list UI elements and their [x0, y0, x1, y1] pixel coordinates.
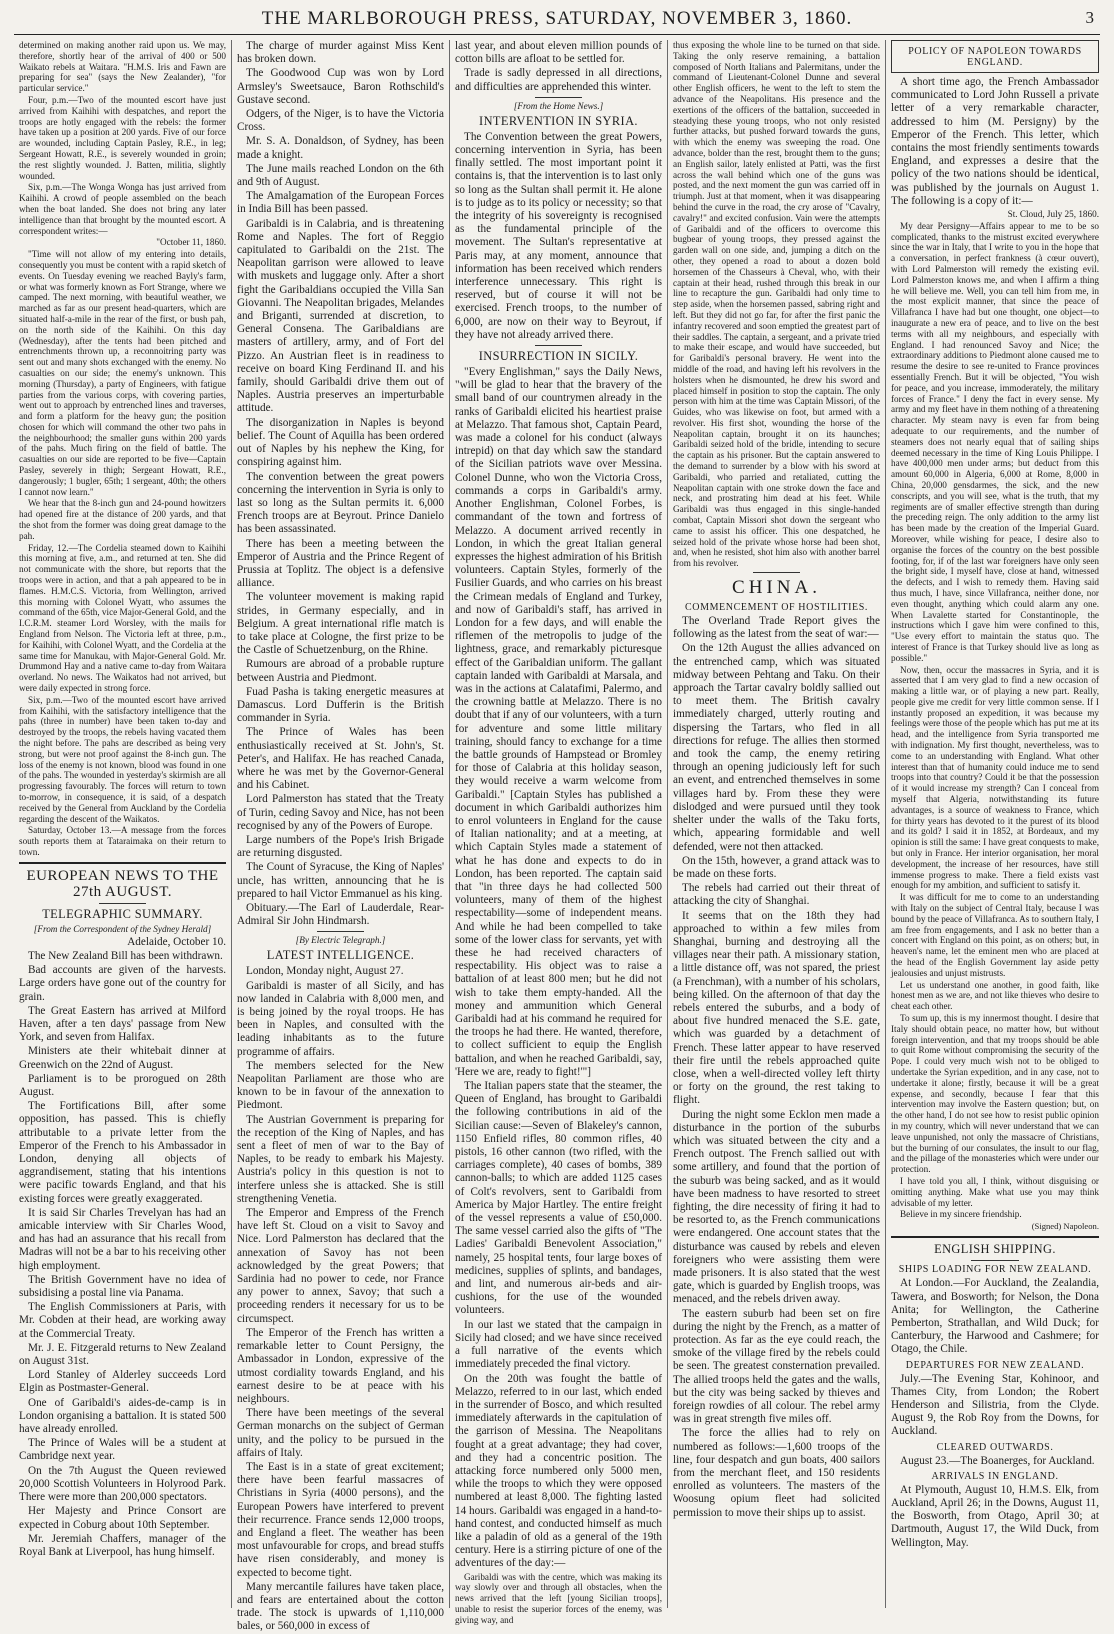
article-paragraph: "Every Englishman," says the Daily News, "will be glad to hear that the bravery of the small band of our countrymen already in the ranks of Garibaldi elicited his heartiest praise at Melazzo. That famous shot, Captain Peard, was made a colonel for his conduct (always intrepid) on that day which saw the standard of the Sicilian patriots wave over Messina. Colonel Dunne, who won the Victoria Cross, commands a corps in Garibaldi's army. Another Englishman, Colonel Forbes, is commandant of the town and fortress of Melazzo. A document arrived recently in London, in which the great Italian general expresses the highest admiration of his British volunteers. Captain Styles, formerly of the Fusilier Guards, and who carries on his breast the Crimean medals of England and Turkey, and now of Garibaldi's staff, has arrived in London for a few days, and will enable the riflemen of the metropolis to judge of the lightness, grace, and remarkably picturesque effect of the Garibaldian uniform. The gallant captain landed with Garibaldi at Marsala, and was in the actions at Calatafimi, Palermo, and the crowning battle at Melazzo. There is no doubt that if any of our volunteers, with a turn for adventure and some little military training, should fancy to exchange for a time the battle grounds of Hampstead or Bromley for those of Calabria at this holiday season, they would receive a warm welcome from Garibaldi." [Captain Styles has published a document in which Garibaldi authorizes him to enrol volunteers in England for the cause of Italian nationality; and at a meeting, at which Captain Styles made a statement of what he has done and expects to do in London, has been reported. The captain said that "in three days he had collected 500 volunteers, many of them of the highest respectability—some of independent means. And while he had been compelled to take some of the lower class for servants, yet with these he had received characters of respectability. His object was to raise a battalion of at least 800 men; but he did not wish to take them empty-handed. All the money and ammunition which General Garibaldi had at his command he required for the troops he had there. He wanted, therefore, to collect sufficient to equip the English battalion, and when he reached Garibaldi, say, 'Here we are, ready to fight!'"]: [455, 366, 662, 1078]
news-item: Mr. Jeremiah Chaffers, manager of the Royal Bank at Liverpool, has hung himself.: [19, 1532, 226, 1558]
news-item: The volunteer movement is making rapid strides, in Germany especially, and in Belgium. A great international rifle match is to take place at Cologne, the first prize to be the Castle of Schuetzenburg, on the Rhine.: [237, 591, 444, 657]
section-divider: [891, 1236, 1099, 1238]
dateline: St. Cloud, July 25, 1860.: [1007, 209, 1099, 220]
news-item: The convention between the great powers concerning the intervention in Syria is only to last so long as the Sultan permits it. 6,000 French troops are at Beyrout. Prince Danielo has been assassinated.: [237, 470, 444, 536]
heading-box: [891, 40, 1099, 73]
section-heading: LATEST INTELLIGENCE.: [266, 948, 415, 963]
divider: [753, 572, 800, 573]
letter-paragraph: Now, then, occur the massacres in Syria, and it is asserted that I am very glad to find a new occasion of making a little war, or of playing a new part. Really, people give me credit for very little common sense. If I instantly proposed an expedition, it was because my feelings were those of the people which has put me at its head, and the intelligence from Syria transported me with indignation. My first thought, nevertheless, was to come to an understanding with England. What other interest than that of humanity could induce me to send troops into that country? Could it be that the possession of it would increase my strength? Can I conceal from myself that Algeria, notwithstanding its future advantages, is a source of weakness to France, which for thirty years has devoted to it the purest of its blood and its gold? I said it in 1852, at Bordeaux, and my opinion is still the same: I have great conquests to make, but only in France. Her interior organisation, her moral development, the increase of her resources, have still immense progress to make. There a field exists vast enough for my ambition, and sufficient to satisfy it.: [891, 664, 1099, 891]
letter-closing: Believe in my sincere friendship.: [900, 1209, 1022, 1220]
section-heading: POLICY OF NAPOLEON TOWARDS ENGLAND.: [908, 46, 1082, 68]
news-item: Parliament is to be prorogued on 28th August.: [19, 1072, 226, 1098]
news-item: There has been a meeting between the Emperor of Austria and the Prince Regent of Prussia at Toplitz. The object is a defensive alliance.: [237, 537, 444, 590]
news-item: The Goodwood Cup was won by Lord Armsley's Sweetsauce, Baron Rothschild's Gustave second.: [237, 67, 444, 106]
news-item: Fuad Pasha is taking energetic measures at Damascus. Lord Dufferin is the British commander in Syria.: [237, 685, 444, 725]
article-paragraph: It seems that on the 18th they had approached to within a few miles from Shanghai, burning and destroying all the villages near their path. A missionary station, a little distance off, was not spared, the priest (a Frenchman), with a number of his scholars, being killed. On the afternoon of that day the rebels entered the suburbs, and a body of about five hundred menaced the S.E. gate, which was guarded by a detachment of French. These latter appear to have reserved their fire until the rebels approached quite close, when a well-directed volley left thirty or forty on the ground, the rest taking to flight.: [673, 909, 880, 1107]
article-paragraph: "Time will not allow of my entering into details, consequently you must be content with a rapid sketch of events. On Tuesday evening we reached Bayly's farm, or what was formerly known as Fort Strange, where we camped. The next morning, with beautiful weather, we marched as far as our present head-quarters, which are situated half-a-mile in the rear of the first, or bush pah, on the north side of the Kaihihi. On this day (Wednesday), after the tents had been pitched and entrenchments thrown up, a reconnoitring party was sent out and many shots exchanged with the enemy. No casualties on our side; the enemy's unknown. This morning (Thursday), a party of Engineers, with fatigue parties from the various corps, with covering parties, went out to approach by entrenched lines and traverses, and form a platform for the heavy gun; the position chosen for which will command the other two pahs in the neighbourhood; the smaller guns within 200 yards of the pahs. Much firing on the field of battle. The casualties on our side are reported to be five—Captain Pasley, severely in thigh; Sergeant Howatt, R.E., dangerously; 1 bugler, 65th; 1 sergeant, 40th; the others I cannot now learn.": [19, 249, 226, 497]
news-item: Rumours are abroad of a probable rupture between Austria and Piedmont.: [237, 658, 444, 684]
article-paragraph: On the 12th August the allies advanced on the entrenched camp, which was situated midway between Pehtang and Taku. On their approach the Tartar cavalry boldly sallied out to meet them. The British cavalry immediately charged, utterly routing and dispersing the Tartars, who fled in all directions for refuge. The allies then stormed and took the camp, the enemy retiring through an opening judiciously left for such an event, and entrenched themselves in some villages hard by. From these they were dislodged and were pursued until they took shelter under the walls of the Taku forts, which, appearing formidable and well defended, were not then attacked.: [673, 642, 880, 853]
news-item: The Count of Syracuse, the King of Naples' uncle, has written, announcing that he is prepared to hail Victor Emmanuel as his king.: [237, 861, 444, 900]
subsection-heading: TELEGRAPHIC SUMMARY.: [42, 906, 203, 921]
news-item: Lord Palmerston has stated that the Treaty of Turin, ceding Savoy and Nice, has not been recognised by any of the Powers of Europe.: [237, 793, 444, 832]
section-heading: INTERVENTION IN SYRIA.: [479, 113, 638, 128]
source-credit: [By Electric Telegraph.]: [295, 935, 386, 946]
news-item: The New Zealand Bill has been withdrawn.: [28, 949, 223, 962]
divider: [971, 1260, 1019, 1261]
news-item: It is said Sir Charles Trevelyan has had an amicable interview with Sir Charles Wood, and has had an assurance that his recall from Madras will not be a bar to his receiving other high employment.: [19, 1206, 226, 1272]
article-paragraph: On the 20th was fought the battle of Melazzo, referred to in our last, which ended in the surrender of Bosco, and which resulted immediately afterwards in the capitulation of the garrison of Messina. The Neapolitans fought at a great advantage; they had cover, and they had a concentric position. The attacking force numbered only 5000 men, while the troops to which they were opposed numbered at least 8,000. The fighting lasted 14 hours. Garibaldi was engaged in a hand-to-hand contest, and conducted himself as much like a paladin of old as a general of the 19th century. Here is a stirring picture of one of the adventures of the day:—: [455, 1372, 662, 1570]
article-paragraph: On the 15th, however, a grand attack was to be made on these forts.: [673, 854, 880, 880]
article-paragraph: We hear that the 8-inch gun and 24-pound howitzers had opened fire at the distance of 200 yards, and that the shot from the former was doing great damage to the pah.: [19, 498, 226, 541]
dateline: "October 11, 1860.: [156, 237, 226, 248]
article-paragraph: During the night some Ecklon men made a disturbance in the portion of the suburbs which was situated between the city and a French outpost. The French sallied out with some artillery, and found that the portion of the suburb was being sacked, and as it would have been madness to have resorted to street fighting, the dire necessity of firing it had to be resorted to, as the French communications were endangered. One account states that the disturbance was caused by rebels and eleven foreigners who were assisting them were made prisoners. It is also stated that the west gate, which is guarded by English troops, was menaced, and the rebels driven away.: [673, 1108, 880, 1306]
news-item: Ministers ate their whitebait dinner at Greenwich on the 22nd of August.: [19, 1045, 226, 1071]
shipping-item: At Plymouth, August 10, H.M.S. Elk, from Auckland, April 26; in the Downs, August 11, the Bosworth, from Otago, April 30; at Dartmouth, August 17, the Wild Duck, from Wellington, May.: [891, 1483, 1099, 1549]
news-item: The charge of murder against Miss Kent has broken down.: [237, 40, 444, 66]
news-item: The disorganization in Naples is beyond belief. The Count of Aquilla has been ordered out of Naples by his nephew the King, for conspiring against him.: [237, 416, 444, 469]
subsection-heading: SHIPS LOADING FOR NEW ZEALAND.: [898, 1264, 1092, 1276]
article-paragraph: determined on making another raid upon us. We may, therefore, shortly hear of the arrival of 400 or 500 Waikato rebels at Waitara. "H.M.S. Iris and Fawn are preparing for sea" (says the New Zealander), "for particular service.": [19, 40, 226, 94]
article-paragraph: In our last we stated that the campaign in Sicily had closed; and we have since received a full narrative of the events which immediately preceded the final victory.: [455, 1318, 662, 1371]
news-item: The Prince of Wales will be a student at Cambridge next year.: [19, 1437, 226, 1463]
article-paragraph: The Overland Trade Report gives the following as the latest from the seat of war:—: [673, 615, 880, 641]
subsection-heading: COMMENCEMENT OF HOSTILITIES.: [684, 602, 868, 614]
article-paragraph: thus exposing the whole line to be turned on that side. Taking the only reserve remaining, a battalion composed of North Italians and Palermitans, under the command of Lieutenant-Colonel Dunne and several other English officers, he went to the left to stem the advance of the Neapolitans. His presence and the exertions of the officers of the battalion, succeeded in steadying these young troops, who not only resisted further attacks, but pushed forward towards the guns, with which the enemy was sweeping the road. One advance, bolder than the rest, brought them to the guns; an English sailor, lately enlisted at Patti, was the first across the wall behind which one of the guns was posted, and the next moment the gun was carried off in triumph. Just at that moment, when it was disappearing behind the curve in the road, the cry arose of "Cavalry, cavalry!" and excited confusion. Vain were the attempts of Garibaldi and of the officers to overcome this bugbear of young troops, they pressed against the garden wall on one side, and, jumping a ditch on the other, they opened a road to about a dozen bold horsemen of the Chasseurs à Cheval, who, with their captain at their head, rushed through this break in our line to recapture the gun. Garibaldi had only time to step aside, when the horsemen passed, sabring right and left. But they did not go far, for after the first panic the infantry recovered and soon emptied the greatest part of their saddles. The captain, a sergeant, and a private tried to make their escape, and would have succeeded, but for Garibaldi's personal bravery. He went into the middle of the road, and having left his revolvers in the holsters when he dismounted, he drew his sword and placed himself in position to stop the captain. The only person with him at the time was Captain Missori, of the Guides, who was likewise on foot, but armed with a revolver. His first shot, wounding the horse of the Neapolitan captain, brought it on its haunches; Garibaldi seized hold of the bridle, intending to secure the captain as his prisoner. But the captain answered to the demand to surrender by a blow with his sword at Garibaldi, who parried and retaliated, cutting the Neapolitan captain with one stroke down the face and neck, and prostrating him dead at his feet. While Garibaldi was thus engaged in this single-handed combat, Captain Missori shot down the sergeant who came to assist his officer. This one despatched, he seized hold of the private whose horse had been shot, and, when he resisted, shot him also with another barrel from his revolver.: [673, 40, 880, 569]
section-heading: EUROPEAN NEWS TO THE 27th AUGUST.: [26, 867, 219, 900]
news-item: The Emperor of the French has written a remarkable letter to Count Persigny, the Ambassador in London, expressive of the utmost cordiality towards England, and his earnest desire to be at peace with his neighbours.: [237, 1326, 444, 1405]
news-item: Many mercantile failures have taken place, and fears are entertained about the cotton trade. The stock is upwards of 1,110,000 bales, or 560,000 in excess of: [237, 1580, 444, 1633]
news-item: Bad accounts are given of the harvests. Large orders have gone out of the country for grain.: [19, 964, 226, 1003]
article-paragraph: A short time ago, the French Ambassador communicated to Lord John Russell a private letter of a very remarkable character, addressed to him (M. Persigny) by the Emperor of the French. This letter, which contains the most friendly sentiments towards England, and expresses a desire that the policy of the two nations should be identical, was published by the journals on August 1. The following is a copy of it:—: [891, 76, 1099, 207]
news-item: The British Government have no idea of subsidising a postal line via Panama.: [19, 1273, 226, 1300]
news-item: Garibaldi is in Calabria, and is threatening Rome and Naples. The fort of Reggio capitulated to Garibaldi on the 21st. The Neapolitan garrison were allowed to leave with muskets and luggage only. After a short fight the Garibaldians occupied the Villa San Giovanni. The Neapolitan brigades, Melandes and Briganti, surrended at discretion, to General Consena. The Garibaldians are masters of artillery, army, and of Fort del Pizzo. An Austrian fleet is in readiness to receive on board King Ferdinand II. and his family, should Garibaldi drive them out of Naples. Austria preserves an imperturbable attitude.: [237, 217, 444, 415]
news-item: The Emperor and Empress of the French have left St. Cloud on a visit to Savoy and Nice. Lord Palmerston has declared that the annexation of Savoy has not been acknowledged by the great Powers; that Sardinia had no power to cede, nor France any power to annex, Savoy; that such a proceeding renders it necessary for us to be circumspect.: [237, 1207, 444, 1325]
letter-paragraph: To sum up, this is my innermost thought. I desire that Italy should obtain peace, no matter how, but without foreign intervention, and that my troops should be able to quit Rome without compromising the security of the Pope. I could very much wish not to be obliged to undertake the Syrian expedition, and in any case, not to undertake it alone; firstly, because it will be a great expense, and secondly, because I fear that this intervention may involve the Eastern question; but, on the other hand, I do not see how to resist public opinion in my country, which will never understand that we can leave unpunished, not only the massacre of Christians, but the burning of our consulates, the insult to our flag, and the pillage of the monasteries which were under our protection.: [891, 1013, 1099, 1175]
news-item: The Fortifications Bill, after some opposition, has passed. This is chiefly attributable to a private letter from the Emperor of the French to his Ambassador in London, denying all objects of aggrandisement, stating that his intentions were pacific towards England, and that his existing forces were greatly exaggerated.: [19, 1100, 226, 1205]
letter-paragraph: I have told you all, I think, without disguising or omitting anything. Make what use you may think advisable of my letter.: [891, 1175, 1099, 1208]
letter-paragraph: It was difficult for me to come to an understanding with Italy on the subject of Central Italy, because I was bound by the peace of Villafranca. As to southern Italy, I am free from engagements, and I ask no better than a concert with England on this point, as on others; but, in heaven's name, let the eminent men who are placed at the head of the English Government lay aside petty jealousies and unjust mistrusts.: [891, 892, 1099, 978]
article-paragraph: Four, p.m.—Two of the mounted escort have just arrived from Kaihihi with despatches, and report the troops are hotly engaged with the rebels: the former have taken up a position at 200 yards. Five of our force are wounded, including Captain Pasley, R.E., in leg; Sergeant Howatt, R.E., is severely wounded in groin; the rest slightly wounded. J. Batten, militia, slightly wounded.: [19, 94, 226, 181]
source-credit: [From the Home News.]: [513, 100, 604, 111]
divider: [535, 97, 582, 98]
news-item: The Great Eastern has arrived at Milford Haven, after a ten days' passage from New York, and seven from Halifax.: [19, 1004, 226, 1044]
article-paragraph: Six, p.m.—The Wonga Wonga has just arrived from Kaihihi. A crowd of people assembled on the beach when the boat landed. She does not bring any later intelligence than that brought by the mounted escort. A correspondent writes:—: [19, 182, 226, 236]
news-item: The Amalgamation of the European Forces in India Bill has been passed.: [237, 190, 444, 216]
divider: [535, 345, 582, 346]
news-item: The Prince of Wales has been enthusiastically received at St. John's, St. Peter's, and Halifax. He has reached Canada, where he was met by the Governor-General and his Cabinet.: [237, 726, 444, 792]
signature: (Signed) Napoleon.: [1031, 1221, 1099, 1232]
news-item: The English Commissioners at Paris, with Mr. Cobden at their head, are working away at the Commercial Treaty.: [19, 1301, 226, 1340]
column-1: [14, 40, 232, 1608]
news-item: On the 7th August the Queen reviewed 20,000 Scottish Volunteers in Holyrood Park. There were more than 200,000 spectators.: [19, 1464, 226, 1504]
article-paragraph: The Italian papers state that the steamer, the Queen of England, has brought to Garibaldi the following contributions in aid of the Sicilian cause:—Seven of Blakeley's cannon, 1150 Enfield rifles, 80 common rifles, 40 pistols, 16 other cannon (two rifled, with the carriages complete), 40 cases of bombs, 389 cannon-balls; to which are added 1125 cases of Colt's revolvers, sent to Garibaldi from America by Major Hartley. The entire freight of the vessel represents a value of £50,000. The same vessel carried also the gifts of "The Ladies' Garibaldi Benevolent Association," namely, 25 hospital tents, four large boxes of medicines, supplies of splints, and bandages, and lint, and numerous air-beds and air-cushions, for the use of the wounded volunteers.: [455, 1080, 662, 1317]
section-heading: CHINA.: [732, 577, 821, 599]
news-item: Odgers, of the Niger, is to have the Victoria Cross.: [237, 108, 444, 134]
article-paragraph: The Convention between the great Powers, concerning intervention in Syria, has been finally settled. The most important point it contains is, that the intervention is to last only so long as the Sultan shall permit it. He alone is to judge as to its policy or necessity; so that the integrity of his sovereignty is recognised as the fundamental principle of the movement. The Sultan's representative at Paris may, at any moment, announce that information has been received which renders interference unnecessary. This right is reserved, but of course it will not be exercised. French troops, to the number of 6,000, are now on their way to Beyrout, if they have not already arrived there.: [455, 130, 662, 341]
news-item: Large numbers of the Pope's Irish Brigade are returning disgusted.: [237, 833, 444, 860]
article-paragraph: The eastern suburb had been set on fire during the night by the French, as a matter of protection. As far as the eye could reach, the smoke of the village fired by the rebels could be seen. The greatest consternation prevailed. The allied troops held the gates and the walls, but the city was being sacked by thieves and foreign rowdies of all colour. The rebel army was in great strength five miles off.: [673, 1307, 880, 1426]
article-paragraph: The rebels had carried out their threat of attacking the city of Shanghai.: [673, 882, 880, 908]
dateline: London, Monday night, August 27.: [246, 965, 404, 978]
section-heading: ENGLISH SHIPPING.: [934, 1242, 1056, 1257]
news-item: One of Garibaldi's aides-de-camp is in London organising a battalion. It is stated 500 have already enrolled.: [19, 1396, 226, 1436]
news-item: Trade is sadly depressed in all directions, and difficulties are apprehended this winter.: [455, 67, 662, 93]
article-paragraph: Saturday, October 13.—A message from the forces south reports them at Tataraimaka on their return to town.: [19, 825, 226, 857]
column-2: [232, 40, 450, 1633]
subsection-heading: CLEARED OUTWARDS.: [936, 1441, 1054, 1453]
news-item: The East is in a state of great excitement; there have been fearful massacres of Christians in Syria (4000 persons), and the European Powers have interfered to prevent their recurrence. France sends 12,000 troops, and England a fleet. The weather has been most unfavourable for crops, and bread stuffs have risen considerably, and money is expected to become tight.: [237, 1460, 444, 1579]
newspaper-title: THE MARLBOROUGH PRESS, SATURDAY, NOVEMBER 3, 1860.: [261, 8, 853, 29]
news-item: last year, and about eleven million pounds of cotton bills are afloat to be settled for.: [455, 40, 662, 66]
column-5: [886, 40, 1104, 1608]
news-item: The Austrian Government is preparing for the reception of the King of Naples, and has sent a fleet of men of war to the Bay of Naples, to be ready to embark his Majesty. Austria's policy in this question is not to interfere unless she is attacked. She is still strengthening Venetia.: [237, 1113, 444, 1205]
column-3: [450, 40, 668, 1625]
subsection-heading: DEPARTURES FOR NEW ZEALAND.: [905, 1359, 1085, 1371]
article-paragraph: Friday, 12.—The Cordelia steamed down to Kaihihi this morning at five, a.m., and returned at ten. She did not communicate with the shore, but reports that the troops were in action, and that a pah appeared to be in flames. H.M.C.S. Victoria, from Wellington, arrived this morning with Colonel Wyatt, who assumes the command of the 65th, vice Major-General Gold, and the I.C.R.M. steamer Lord Worsley, with the mails for England from Nelson. The Victoria left at three, p.m., for Kaihihi, with Colonel Wyatt, and the Cordelia at the same time for Manukau, with Major-General Gold. Mr. Drummond Hay and a native came to-day from Waitara overland. No news. The Waikatos had not arrived, but were daily expected in strong force.: [19, 542, 226, 694]
news-item: Lord Stanley of Alderley succeeds Lord Elgin as Postmaster-General.: [19, 1369, 226, 1395]
divider: [317, 931, 364, 932]
letter-paragraph: My dear Persigny—Affairs appear to me to be so complicated, thanks to the mistrust excited everywhere since the war in Italy, that I write to you in the hope that a conversation, in perfect frankness (à cœur ouvert), with Lord Palmerston will remedy the existing evil. Lord Palmerston knows me, and when I affirm a thing he will believe me. Well, you can tell him from me, in the most explicit manner, that since the peace of Villafranca I have had but one thought, one object—to inaugurate a new era of peace, and to live on the best terms with all my neighbours, and especially with England. I had renounced Savoy and Nice; the extraordinary additions to Piedmont alone caused me to resume the desire to see re-united to France provinces essentially French. But it will be objected, "You wish for peace, and you increase, immoderately, the military forces of France." I deny the fact in every sense. My army and my fleet have in them nothing of a threatening character. My steam navy is even far from being adequate to our requirements, and the number of steamers does not nearly equal that of sailing ships deemed necessary in the time of King Louis Philippe. I have 400,000 men under arms; but deduct from this amount 60,000 in Algeria, 6,000 at Rome, 8,000 in China, 20,000 gensdarmes, the sick, and the new conscripts, and you will see, what is the truth, that my regiments are of smaller effective strength than during the preceding reign. The only addition to the army list has been made by the creation of the Imperial Guard. Moreover, while wishing for peace, I desire also to organise the forces of the country on the best possible footing, for, if of the last war foreigners have only seen the bright side, I myself have, close at hand, witnessed the defects, and I wish to remedy them. Having said thus much, I have, since Villafranca, neither done, nor even thought, anything which could alarm any one. When Lavalette started for Constantinople, the instructions which I gave him were confined to this, "Use every effort to maintain the status quo. The interest of France is that Turkey should live as long as possible.": [891, 220, 1099, 663]
news-item: Garibaldi is master of all Sicily, and has now landed in Calabria with 8,000 men, and is being joined by the royal troops. He has been in Naples, and consulted with the leading inhabitants as to the future programme of affairs.: [237, 979, 444, 1058]
shipping-item: At London.—For Auckland, the Zealandia, Tawera, and Bosworth; for Nelson, the Dona Anita; for Wellington, the Catherine Pemberton, Strathallan, and Wild Duck; for Canterbury, the Harwood and Cashmere; for Otago, the Chile.: [891, 1277, 1099, 1356]
news-item: Mr. J. E. Fitzgerald returns to New Zealand on August 31st.: [19, 1341, 226, 1368]
columns: [14, 40, 1104, 1633]
article-paragraph: Six, p.m.—Two of the mounted escort have arrived from Kaihihi, with the satisfactory intelligence that the pahs (three in number) have been taken to-day and destroyed by the troops, the rebels having vacated them the night before. The pahs are described as being very strong, but were not proof against the 8-inch gun. The loss of the enemy is not known, blood was found in one of the pahs. The wounded in yesterday's skirmish are all progressing favourably. The forces will return to town to-morrow, in consequence, it is said, of a despatch received by the General from Auckland by the Cordelia regarding the descent of the Waikatos.: [19, 694, 226, 824]
letter-paragraph: Let us understand one another, in good faith, like honest men as we are, and not like thieves who desire to cheat each other.: [891, 979, 1099, 1012]
news-item: Her Majesty and Prince Consort are expected in Coburg about 10th September.: [19, 1505, 226, 1531]
shipping-item: August 23.—The Boanerges, for Auckland.: [900, 1454, 1095, 1467]
section-heading: INSURRECTION IN SICILY.: [478, 349, 639, 364]
section-divider: [19, 862, 226, 864]
news-item: The members selected for the New Neapolitan Parliament are those who are known to be in favour of the annexation to Piedmont.: [237, 1059, 444, 1112]
masthead: [14, 8, 1100, 35]
article-paragraph: Garibaldi was with the centre, which was making its way slowly over and through all obstacles, when the news arrived that the left [young Sicilian troops], unable to resist the superior forces of the enemy, was giving way, and: [455, 1571, 662, 1625]
subsection-heading: ARRIVALS IN ENGLAND.: [931, 1470, 1059, 1482]
obituary: Obituary.—The Earl of Lauderdale, Rear-Admiral Sir John Hindmarsh.: [237, 902, 444, 928]
page-number: 3: [1085, 8, 1094, 27]
news-item: The June mails reached London on the 6th and 9th of August.: [237, 162, 444, 189]
source-credit: [From the Correspondent of the Sydney Herald]: [33, 923, 212, 934]
shipping-item: July.—The Evening Star, Kohinoor, and Thames City, from London; the Robert Henderson and Silistria, from the Clyde. August 9, the Rob Roy from the Downs, for Auckland.: [891, 1372, 1099, 1438]
news-item: There have been meetings of the several German monarchs on the subject of German unity, and the policy to be pursued in the affairs of Italy.: [237, 1407, 444, 1459]
article-paragraph: The force the allies had to rely on numbered as follows:—1,600 troops of the line, four despatch and gun boats, 400 sailors from the merchant fleet, and 150 residents enrolled as volunteers. The masters of the Woosung opium fleet had solicited permission to move their ships up to assist.: [673, 1427, 880, 1519]
dateline: Adelaide, October 10.: [127, 935, 226, 948]
column-4: [668, 40, 886, 1608]
news-item: Mr. S. A. Donaldson, of Sydney, has been made a knight.: [237, 135, 444, 161]
divider: [99, 903, 146, 904]
